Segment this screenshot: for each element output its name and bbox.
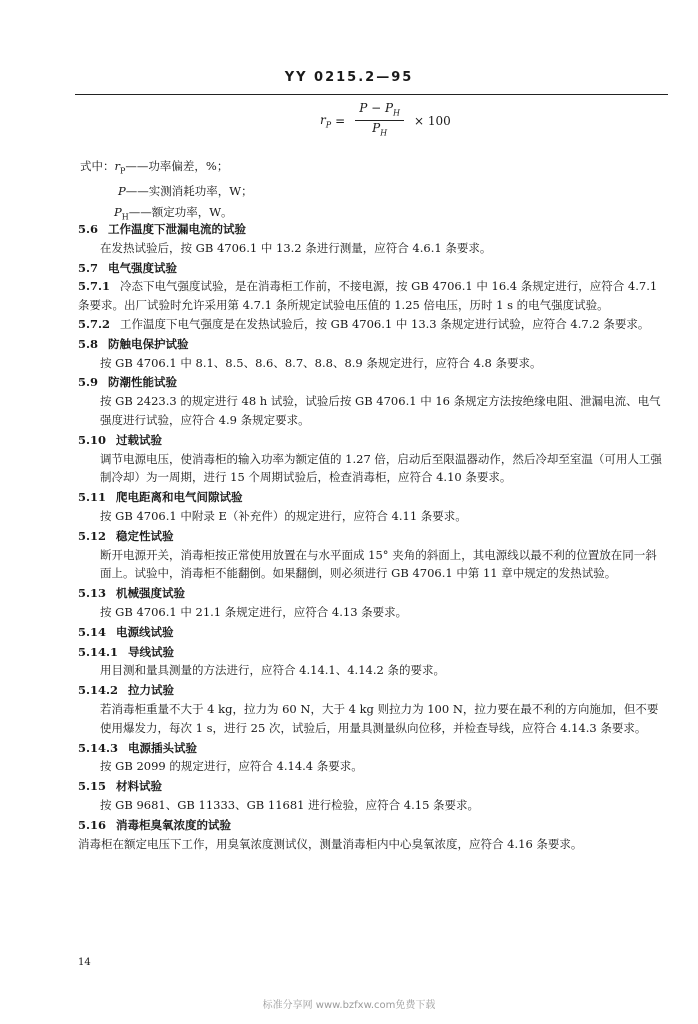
section-body: 调节电源电压，使消毒柜的输入功率为额定值的 1.27 倍，启动后至限温器动作，然后冷却至室温（可用人工强制冷却）为一周期，进行 15 个周期试验后，检查消毒柜，应符合 4.10 条要求。	[100, 451, 662, 485]
section-title: 爬电距离和电气间隙试验	[116, 490, 243, 505]
section-title: 工作温度下泄漏电流的试验	[108, 222, 247, 236]
section-heading	[78, 488, 668, 507]
section-heading	[78, 527, 668, 546]
definition-row: P——实测消耗功率，W；	[118, 184, 253, 199]
formula-fraction: $\frac{P - P_H}{P_H}$	[355, 101, 404, 141]
equals-sign: =	[335, 113, 346, 128]
section-number: 5.7.2	[78, 316, 111, 331]
section-5-14	[78, 623, 668, 642]
section-5-14-1	[78, 643, 668, 681]
section-5-7	[78, 259, 668, 278]
section-number: 5.6	[78, 222, 99, 236]
section-heading	[78, 315, 668, 334]
header-rule	[75, 94, 668, 95]
section-title: 电源插头试验	[128, 740, 198, 755]
section-number: 5.7.1	[78, 279, 111, 294]
section-heading	[78, 259, 668, 278]
section-number: 5.14.2	[78, 683, 119, 698]
formula-multiplier: × 100	[414, 113, 451, 128]
section-number: 5.15	[78, 779, 107, 794]
section-title: 导线试验	[128, 644, 175, 659]
power-deviation-formula	[320, 101, 451, 141]
section-number: 5.14.1	[78, 644, 119, 659]
section-5-13	[78, 584, 668, 622]
section-number: 5.14	[78, 624, 107, 639]
symbol-definitions	[80, 156, 253, 228]
section-5-14-2	[78, 681, 668, 737]
section-number: 5.13	[78, 586, 107, 601]
section-number: 5.12	[78, 528, 107, 543]
section-heading	[78, 816, 668, 835]
section-heading	[78, 681, 668, 700]
section-5-8	[78, 335, 668, 373]
section-number: 5.16	[78, 817, 107, 832]
section-body: 用目测和量具测量的方法进行，应符合 4.14.1、4.14.2 条的要求。	[100, 663, 445, 678]
section-title: 机械强度试验	[116, 586, 186, 601]
section-5-15	[78, 777, 668, 815]
section-title: 过载试验	[116, 432, 163, 447]
section-title: 消毒柜臭氧浓度的试验	[116, 817, 232, 832]
section-heading	[78, 623, 668, 642]
section-title: 稳定性试验	[116, 528, 174, 543]
section-heading	[78, 643, 668, 662]
section-number: 5.8	[78, 336, 99, 351]
section-number: 5.7	[78, 260, 99, 275]
section-body: 按 GB 4706.1 中 21.1 条规定进行，应符合 4.13 条要求。	[100, 604, 408, 619]
section-heading	[78, 584, 668, 603]
section-body: 按 GB 9681、GB 11333、GB 11681 进行检验，应符合 4.15 条要求。	[100, 797, 480, 812]
section-number: 5.14.3	[78, 740, 119, 755]
section-body: 在发热试验后，按 GB 4706.1 中 13.2 条进行测量，应符合 4.6.1 条要求。	[100, 240, 492, 255]
section-body: 消毒柜在额定电压下工作，用臭氧浓度测试仪，测量消毒柜内中心臭氧浓度，应符合 4.16 条要求。	[78, 836, 583, 851]
section-5-6	[78, 220, 668, 258]
section-title: 材料试验	[116, 779, 163, 794]
section-heading	[78, 739, 668, 758]
section-heading	[78, 220, 668, 239]
section-title: 电源线试验	[116, 624, 174, 639]
section-heading	[78, 431, 668, 450]
watermark: 标准分享网 www.bzfxw.com免费下载	[262, 1000, 436, 1011]
section-5-12	[78, 527, 668, 583]
formula-lhs: $r_P$	[320, 112, 332, 130]
document-header: YY 0215.2—95	[284, 70, 414, 85]
section-title: 防潮性能试验	[108, 375, 178, 390]
section-number: 5.9	[78, 375, 99, 390]
section-body: 按 GB 2423.3 的规定进行 48 h 试验，试验后按 GB 4706.1 中 16 条规定方法按绝缘电阻、泄漏电流、电气强度进行试验，应符合 4.9 条规定要求。	[100, 394, 661, 427]
section-title: 工作温度下电气强度是在发热试验后，按 GB 4706.1 中 13.3 条规定进行试验，应符合 4.7.2 条要求。	[120, 316, 650, 331]
definition-row: 式中：$r_P——$功率偏差，%；	[80, 159, 229, 176]
section-body: 按 GB 4706.1 中附录 E（补充件）的规定进行，应符合 4.11 条要求。	[100, 508, 467, 523]
section-number: 5.11	[78, 490, 107, 505]
section-5-9	[78, 373, 668, 429]
section-body: 若消毒柜重量不大于 4 kg，拉力为 60 N，大于 4 kg 则拉力为 100 N，拉力要在最不利的方向施加，但不要使用爆发力，每次 1 s，进行 25 次，试验后，用量具测量纵向位移，并检查导线，应符合 4.14.3 条要求。	[100, 701, 659, 735]
section-number: 5.10	[78, 432, 107, 447]
definition-row: $P_H——$额定功率，W。	[114, 205, 233, 222]
section-5-10	[78, 431, 668, 487]
section-title: 冷态下电气强度试验，是在消毒柜工作前，不接电源，按 GB 4706.1 中 16.4 条规定进行，应符合 4.7.1 条要求。出厂试验时允许采用第 4.7.1 条所规定试验电压值的 1.25 倍电压，历时 1 s 的电气强度试验。	[78, 279, 658, 313]
section-body: 按 GB 2099 的规定进行，应符合 4.14.4 条要求。	[100, 759, 363, 774]
section-title: 防触电保护试验	[108, 336, 189, 351]
section-body: 断开电源开关，消毒柜按正常使用放置在与水平面成 15° 夹角的斜面上，其电源线以最不利的位置放在同一斜面上。试验中，消毒柜不能翻倒。如果翻倒，则必须进行 GB 4706.1 中第 11 章中规定的发热试验。	[100, 547, 657, 581]
section-5-14-3	[78, 739, 668, 777]
section-5-11	[78, 488, 668, 526]
section-title: 拉力试验	[128, 683, 175, 698]
section-heading	[78, 373, 668, 392]
section-heading	[78, 277, 668, 315]
section-heading	[78, 777, 668, 796]
section-5-7-1	[78, 277, 668, 315]
section-heading	[78, 335, 668, 354]
section-title: 电气强度试验	[108, 260, 178, 275]
section-5-7-2	[78, 315, 668, 334]
section-list	[78, 219, 668, 853]
page-number: 14	[78, 957, 91, 968]
section-5-16	[78, 816, 668, 854]
section-body: 按 GB 4706.1 中 8.1、8.5、8.6、8.7、8.8、8.9 条规定进行，应符合 4.8 条要求。	[100, 355, 542, 370]
